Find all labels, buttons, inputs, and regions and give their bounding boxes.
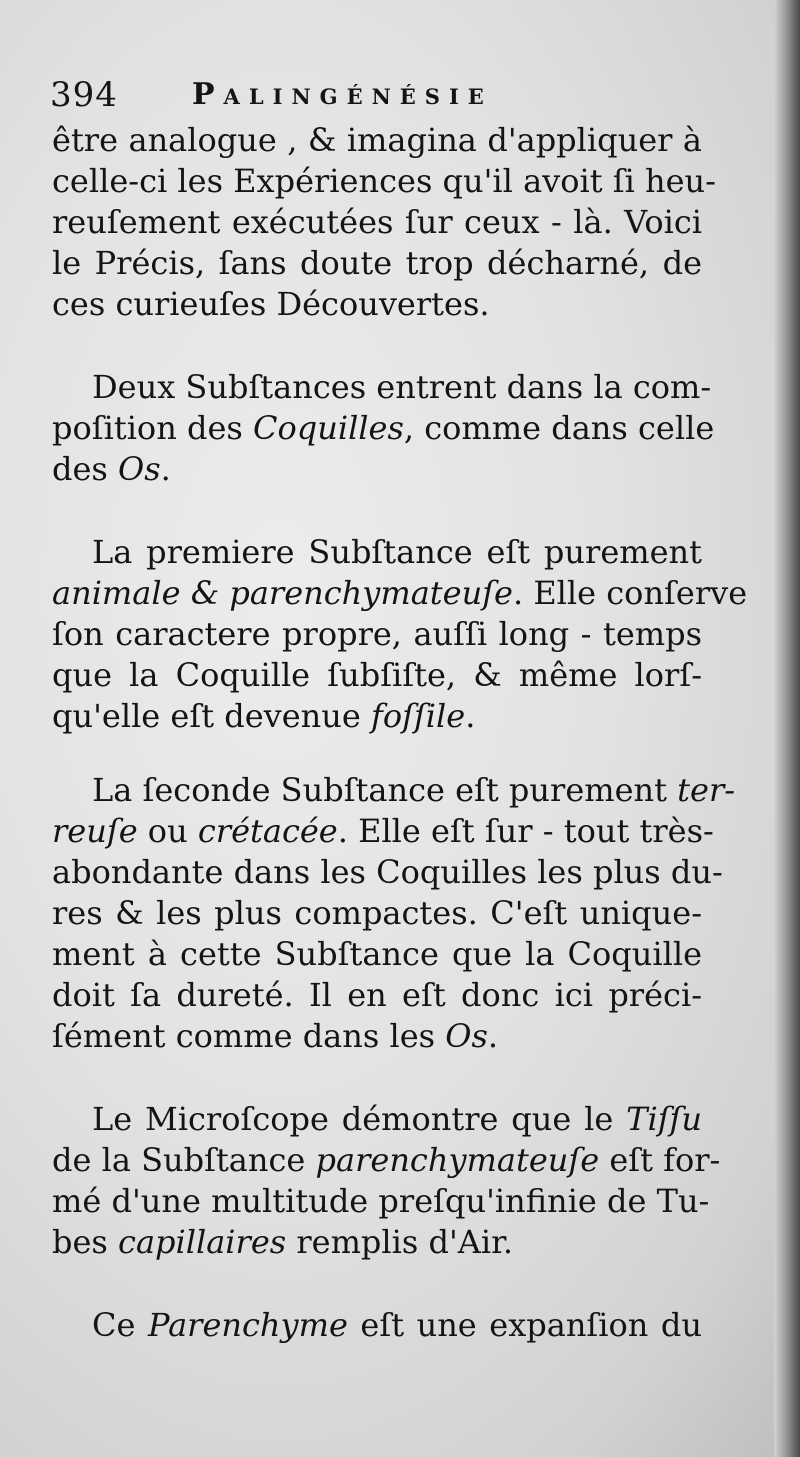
text-line: animale & parenchymateuſe. Elle conſerve bbox=[52, 574, 748, 612]
text-line: mé d'une multitude preſqu'infinie de Tu- bbox=[52, 1182, 710, 1220]
text-line: bes capillaires remplis d'Air. bbox=[52, 1223, 514, 1261]
paragraph bbox=[52, 532, 748, 737]
paragraph bbox=[52, 367, 715, 490]
running-head: Palingénésie bbox=[192, 77, 493, 112]
text-line: ces curieuſes Découvertes. bbox=[52, 285, 490, 323]
text-line: celle-ci les Expériences qu'il avoit ſi heu- bbox=[52, 162, 716, 200]
text-line: ſon caractere propre, auſſi long - temps bbox=[52, 615, 702, 653]
text-line: qu'elle eſt devenue foſſile. bbox=[52, 697, 476, 735]
text-line: Deux Subſtances entrent dans la com- bbox=[92, 368, 712, 406]
text-line: le Précis, ſans doute trop décharné, de bbox=[52, 244, 702, 282]
text-line: La premiere Subſtance eſt purement bbox=[92, 533, 702, 571]
text-line: que la Coquille ſubſiſte, & même lorſ- bbox=[52, 656, 702, 694]
text-line: poſition des Coquilles, comme dans celle bbox=[52, 409, 715, 447]
page-number: 394 bbox=[50, 75, 118, 115]
text-line: La ſeconde Subſtance eſt purement ter- bbox=[92, 771, 736, 809]
paragraph bbox=[52, 1099, 721, 1263]
paragraph bbox=[52, 1305, 702, 1346]
text-line: des Os. bbox=[52, 450, 171, 488]
text-line: Ce Parenchyme eſt une expanſion du bbox=[92, 1306, 703, 1344]
text-line: res & les plus compactes. C'eſt unique- bbox=[52, 894, 702, 932]
paragraph bbox=[52, 120, 716, 325]
body-text bbox=[52, 120, 748, 1346]
text-line: être analogue , & imagina d'appliquer à bbox=[52, 121, 702, 159]
text-line: doit ſa dureté. Il en eſt donc ici préci- bbox=[52, 976, 702, 1014]
text-line: reuſement exécutées ſur ceux - là. Voici bbox=[52, 203, 702, 241]
page-header bbox=[50, 70, 710, 120]
text-line: abondante dans les Coquilles les plus du- bbox=[52, 853, 723, 891]
paragraph bbox=[52, 770, 736, 1057]
binding-edge bbox=[774, 0, 800, 1457]
text-line: reuſe ou crétacée. Elle eſt ſur - tout très- bbox=[52, 812, 714, 850]
text-line: ſément comme dans les Os. bbox=[52, 1017, 499, 1055]
text-line: de la Subſtance parenchymateuſe eſt for- bbox=[52, 1141, 721, 1179]
text-line: ment à cette Subſtance que la Coquille bbox=[52, 935, 702, 973]
text-line: Le Microſcope démontre que le Tiſſu bbox=[92, 1100, 702, 1138]
